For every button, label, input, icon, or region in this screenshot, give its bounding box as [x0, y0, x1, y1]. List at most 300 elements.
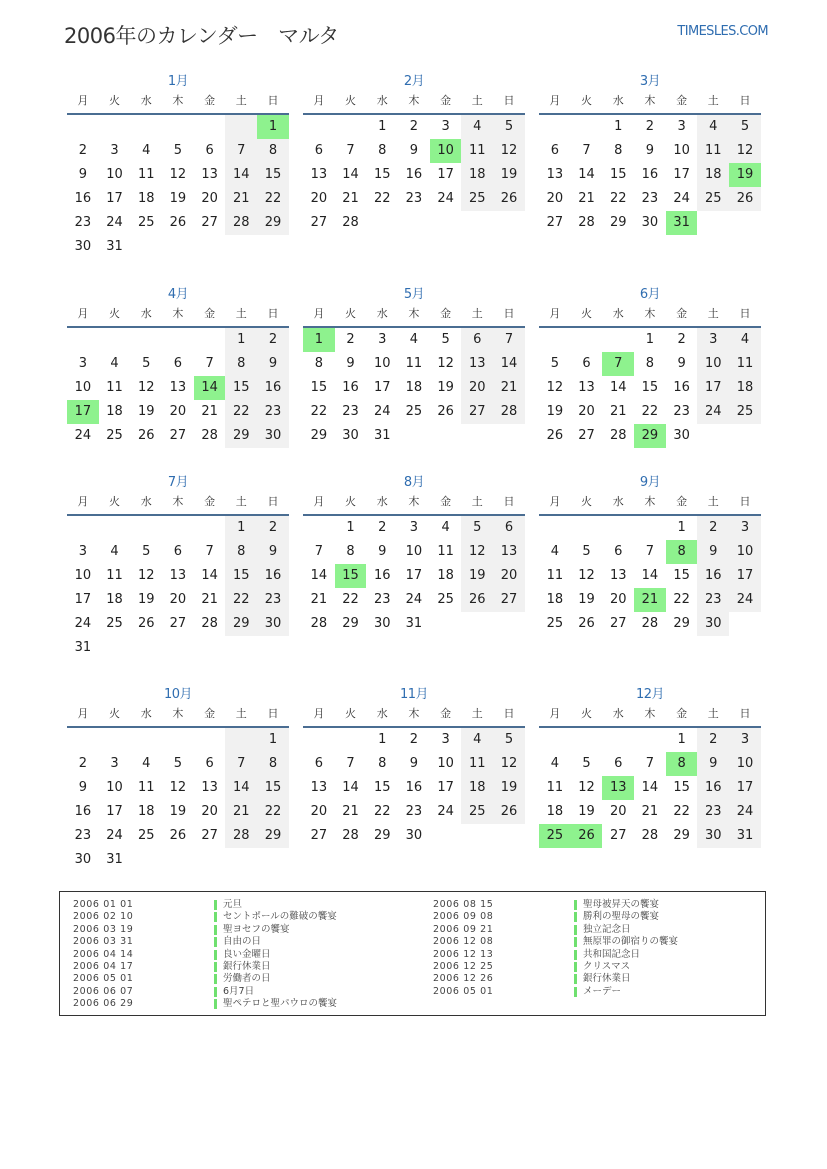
day-cell[interactable]: 29: [310, 428, 328, 443]
day-cell[interactable]: 8: [257, 752, 289, 776]
day-cell[interactable]: 2: [78, 143, 87, 158]
day-cell[interactable]: 26: [578, 616, 595, 631]
day-cell[interactable]: 21: [225, 800, 257, 824]
day-cell[interactable]: 1: [645, 332, 655, 347]
day-cell[interactable]: 1: [346, 520, 355, 535]
day-cell[interactable]: 6: [614, 544, 623, 559]
day-cell[interactable]: 3: [729, 516, 761, 540]
day-cell[interactable]: 14: [201, 568, 218, 583]
day-cell[interactable]: 12: [169, 167, 187, 182]
day-cell[interactable]: 30: [697, 824, 729, 848]
day-cell[interactable]: 16: [641, 167, 659, 182]
day-cell[interactable]: 11: [546, 780, 564, 795]
day-cell[interactable]: 10: [729, 752, 761, 776]
day-cell[interactable]: 19: [493, 163, 525, 187]
day-cell[interactable]: 26: [493, 800, 525, 824]
day-cell[interactable]: 13: [201, 780, 218, 795]
day-cell[interactable]: 25: [539, 824, 571, 848]
day-cell[interactable]: 27: [578, 428, 595, 443]
day-cell[interactable]: 9: [409, 143, 419, 158]
day-cell[interactable]: 18: [697, 163, 729, 187]
day-cell[interactable]: 11: [461, 752, 493, 776]
day-cell[interactable]: 28: [609, 428, 627, 443]
day-cell[interactable]: 27: [461, 400, 493, 424]
day-cell[interactable]: 13: [201, 167, 218, 182]
day-cell[interactable]: 31: [74, 640, 92, 655]
day-cell[interactable]: 6: [205, 143, 214, 158]
day-cell[interactable]: 15: [257, 163, 289, 187]
day-cell[interactable]: 1: [677, 520, 686, 535]
day-cell[interactable]: 28: [578, 215, 595, 230]
day-cell[interactable]: 18: [405, 380, 423, 395]
day-cell[interactable]: 30: [257, 612, 289, 636]
day-cell[interactable]: 26: [437, 404, 454, 419]
day-cell[interactable]: 15: [373, 780, 391, 795]
day-cell[interactable]: 1: [225, 516, 257, 540]
day-cell[interactable]: 9: [677, 356, 686, 371]
day-cell[interactable]: 29: [609, 215, 627, 230]
day-cell[interactable]: 10: [74, 380, 92, 395]
day-cell[interactable]: 2: [677, 332, 686, 347]
day-cell[interactable]: 14: [310, 568, 328, 583]
day-cell[interactable]: 12: [546, 380, 564, 395]
day-cell[interactable]: 1: [257, 115, 289, 139]
day-cell[interactable]: 13: [546, 167, 564, 182]
day-cell[interactable]: 24: [405, 592, 423, 607]
day-cell[interactable]: 12: [137, 568, 155, 583]
day-cell[interactable]: 8: [666, 752, 698, 776]
day-cell[interactable]: 26: [137, 616, 155, 631]
day-cell[interactable]: 12: [729, 139, 761, 163]
day-cell[interactable]: 24: [673, 191, 690, 206]
day-cell[interactable]: 12: [493, 752, 525, 776]
day-cell[interactable]: 24: [697, 400, 729, 424]
day-cell[interactable]: 21: [634, 588, 666, 612]
day-cell[interactable]: 7: [346, 756, 355, 771]
day-cell[interactable]: 2: [409, 732, 419, 747]
day-cell[interactable]: 15: [257, 776, 289, 800]
day-cell[interactable]: 25: [437, 592, 454, 607]
day-cell[interactable]: 4: [550, 756, 559, 771]
day-cell[interactable]: 2: [697, 516, 729, 540]
day-cell[interactable]: 11: [437, 544, 454, 559]
day-cell[interactable]: 26: [729, 187, 761, 211]
day-cell[interactable]: 1: [614, 119, 623, 134]
day-cell[interactable]: 19: [437, 380, 454, 395]
day-cell[interactable]: 4: [729, 328, 761, 352]
day-cell[interactable]: 29: [373, 828, 391, 843]
day-cell[interactable]: 10: [430, 139, 462, 163]
day-cell[interactable]: 8: [645, 356, 655, 371]
day-cell[interactable]: 4: [697, 115, 729, 139]
day-cell[interactable]: 22: [225, 588, 257, 612]
day-cell[interactable]: 23: [74, 828, 92, 843]
day-cell[interactable]: 25: [137, 215, 155, 230]
day-cell[interactable]: 10: [673, 143, 690, 158]
day-cell[interactable]: 13: [310, 780, 328, 795]
day-cell[interactable]: 14: [225, 776, 257, 800]
day-cell[interactable]: 30: [405, 828, 423, 843]
day-cell[interactable]: 19: [578, 592, 595, 607]
day-cell[interactable]: 17: [106, 191, 123, 206]
day-cell[interactable]: 26: [137, 428, 155, 443]
day-cell[interactable]: 19: [461, 564, 493, 588]
day-cell[interactable]: 30: [74, 239, 92, 254]
day-cell[interactable]: 15: [310, 380, 328, 395]
day-cell[interactable]: 11: [137, 167, 155, 182]
day-cell[interactable]: 28: [225, 824, 257, 848]
day-cell[interactable]: 18: [546, 592, 564, 607]
day-cell[interactable]: 8: [378, 756, 387, 771]
day-cell[interactable]: 23: [641, 191, 659, 206]
day-cell[interactable]: 9: [78, 780, 87, 795]
day-cell[interactable]: 5: [493, 115, 525, 139]
day-cell[interactable]: 14: [342, 780, 359, 795]
day-cell[interactable]: 11: [461, 139, 493, 163]
day-cell[interactable]: 16: [257, 564, 289, 588]
day-cell[interactable]: 28: [225, 211, 257, 235]
day-cell[interactable]: 17: [405, 568, 423, 583]
day-cell[interactable]: 17: [373, 380, 391, 395]
day-cell[interactable]: 21: [225, 187, 257, 211]
day-cell[interactable]: 31: [106, 239, 123, 254]
day-cell[interactable]: 24: [437, 191, 454, 206]
day-cell[interactable]: 17: [437, 167, 454, 182]
day-cell[interactable]: 23: [673, 404, 690, 419]
day-cell[interactable]: 14: [609, 380, 627, 395]
day-cell[interactable]: 9: [697, 540, 729, 564]
day-cell[interactable]: 7: [582, 143, 591, 158]
day-cell[interactable]: 8: [378, 143, 387, 158]
day-cell[interactable]: 26: [169, 828, 187, 843]
day-cell[interactable]: 5: [173, 756, 183, 771]
day-cell[interactable]: 3: [110, 756, 119, 771]
day-cell[interactable]: 6: [550, 143, 559, 158]
day-cell[interactable]: 21: [201, 404, 218, 419]
day-cell[interactable]: 24: [74, 428, 92, 443]
day-cell[interactable]: 17: [67, 400, 99, 424]
day-cell[interactable]: 11: [137, 780, 155, 795]
day-cell[interactable]: 18: [137, 804, 155, 819]
day-cell[interactable]: 10: [74, 568, 92, 583]
day-cell[interactable]: 25: [697, 187, 729, 211]
day-cell[interactable]: 11: [729, 352, 761, 376]
day-cell[interactable]: 27: [201, 828, 218, 843]
day-cell[interactable]: 30: [673, 428, 690, 443]
day-cell[interactable]: 21: [609, 404, 627, 419]
day-cell[interactable]: 5: [582, 544, 591, 559]
day-cell[interactable]: 6: [493, 516, 525, 540]
day-cell[interactable]: 19: [137, 404, 155, 419]
day-cell[interactable]: 16: [697, 776, 729, 800]
day-cell[interactable]: 3: [78, 544, 87, 559]
day-cell[interactable]: 8: [225, 540, 257, 564]
day-cell[interactable]: 19: [546, 404, 564, 419]
day-cell[interactable]: 18: [137, 191, 155, 206]
day-cell[interactable]: 7: [602, 352, 634, 376]
day-cell[interactable]: 10: [373, 356, 391, 371]
day-cell[interactable]: 13: [169, 380, 187, 395]
day-cell[interactable]: 9: [257, 352, 289, 376]
day-cell[interactable]: 28: [641, 828, 659, 843]
day-cell[interactable]: 27: [609, 828, 627, 843]
day-cell[interactable]: 20: [201, 804, 218, 819]
day-cell[interactable]: 24: [437, 804, 454, 819]
day-cell[interactable]: 22: [641, 404, 659, 419]
day-cell[interactable]: 31: [729, 824, 761, 848]
day-cell[interactable]: 8: [346, 544, 355, 559]
day-cell[interactable]: 28: [342, 828, 359, 843]
day-cell[interactable]: 5: [173, 143, 183, 158]
day-cell[interactable]: 15: [673, 780, 690, 795]
day-cell[interactable]: 4: [142, 756, 151, 771]
day-cell[interactable]: 1: [303, 328, 335, 352]
day-cell[interactable]: 27: [201, 215, 218, 230]
day-cell[interactable]: 27: [310, 215, 328, 230]
day-cell[interactable]: 12: [578, 568, 595, 583]
day-cell[interactable]: 10: [405, 544, 423, 559]
day-cell[interactable]: 15: [373, 167, 391, 182]
day-cell[interactable]: 18: [546, 804, 564, 819]
day-cell[interactable]: 11: [697, 139, 729, 163]
day-cell[interactable]: 31: [405, 616, 423, 631]
day-cell[interactable]: 1: [257, 728, 289, 752]
day-cell[interactable]: 18: [106, 592, 123, 607]
day-cell[interactable]: 6: [582, 356, 591, 371]
day-cell[interactable]: 24: [729, 588, 761, 612]
day-cell[interactable]: 10: [437, 756, 454, 771]
day-cell[interactable]: 22: [257, 800, 289, 824]
day-cell[interactable]: 1: [378, 119, 387, 134]
day-cell[interactable]: 17: [74, 592, 92, 607]
day-cell[interactable]: 29: [342, 616, 359, 631]
day-cell[interactable]: 19: [137, 592, 155, 607]
day-cell[interactable]: 30: [641, 215, 659, 230]
day-cell[interactable]: 22: [673, 592, 690, 607]
day-cell[interactable]: 27: [609, 616, 627, 631]
day-cell[interactable]: 23: [697, 800, 729, 824]
day-cell[interactable]: 23: [342, 404, 359, 419]
day-cell[interactable]: 18: [106, 404, 123, 419]
day-cell[interactable]: 7: [205, 544, 214, 559]
day-cell[interactable]: 13: [461, 352, 493, 376]
day-cell[interactable]: 2: [78, 756, 87, 771]
day-cell[interactable]: 23: [697, 588, 729, 612]
day-cell[interactable]: 3: [378, 332, 387, 347]
day-cell[interactable]: 4: [461, 115, 493, 139]
day-cell[interactable]: 20: [609, 592, 627, 607]
day-cell[interactable]: 9: [257, 540, 289, 564]
day-cell[interactable]: 16: [373, 568, 391, 583]
day-cell[interactable]: 7: [225, 139, 257, 163]
day-cell[interactable]: 19: [169, 804, 187, 819]
day-cell[interactable]: 17: [437, 780, 454, 795]
day-cell[interactable]: 26: [493, 187, 525, 211]
day-cell[interactable]: 12: [437, 356, 454, 371]
day-cell[interactable]: 28: [342, 215, 359, 230]
day-cell[interactable]: 3: [729, 728, 761, 752]
day-cell[interactable]: 7: [205, 356, 214, 371]
day-cell[interactable]: 7: [346, 143, 355, 158]
day-cell[interactable]: 12: [169, 780, 187, 795]
day-cell[interactable]: 1: [677, 732, 686, 747]
day-cell[interactable]: 6: [614, 756, 623, 771]
day-cell[interactable]: 25: [106, 428, 123, 443]
day-cell[interactable]: 2: [257, 328, 289, 352]
day-cell[interactable]: 9: [78, 167, 87, 182]
day-cell[interactable]: 3: [697, 328, 729, 352]
day-cell[interactable]: 2: [409, 119, 419, 134]
day-cell[interactable]: 28: [310, 616, 328, 631]
day-cell[interactable]: 22: [257, 187, 289, 211]
day-cell[interactable]: 18: [729, 376, 761, 400]
day-cell[interactable]: 17: [729, 776, 761, 800]
day-cell[interactable]: 27: [169, 616, 187, 631]
day-cell[interactable]: 20: [169, 592, 187, 607]
day-cell[interactable]: 25: [546, 616, 564, 631]
day-cell[interactable]: 22: [373, 191, 391, 206]
day-cell[interactable]: 14: [225, 163, 257, 187]
day-cell[interactable]: 19: [493, 776, 525, 800]
day-cell[interactable]: 8: [614, 143, 623, 158]
day-cell[interactable]: 8: [225, 352, 257, 376]
day-cell[interactable]: 7: [225, 752, 257, 776]
day-cell[interactable]: 28: [493, 400, 525, 424]
day-cell[interactable]: 9: [378, 544, 387, 559]
day-cell[interactable]: 16: [697, 564, 729, 588]
day-cell[interactable]: 19: [729, 163, 761, 187]
day-cell[interactable]: 18: [461, 163, 493, 187]
day-cell[interactable]: 4: [441, 520, 450, 535]
day-cell[interactable]: 25: [729, 400, 761, 424]
day-cell[interactable]: 16: [342, 380, 359, 395]
day-cell[interactable]: 12: [137, 380, 155, 395]
day-cell[interactable]: 16: [257, 376, 289, 400]
day-cell[interactable]: 5: [582, 756, 591, 771]
day-cell[interactable]: 20: [546, 191, 564, 206]
day-cell[interactable]: 21: [310, 592, 328, 607]
day-cell[interactable]: 12: [578, 780, 595, 795]
day-cell[interactable]: 3: [441, 119, 450, 134]
day-cell[interactable]: 3: [110, 143, 119, 158]
day-cell[interactable]: 30: [373, 616, 391, 631]
day-cell[interactable]: 6: [173, 544, 183, 559]
day-cell[interactable]: 15: [335, 564, 367, 588]
day-cell[interactable]: 15: [225, 376, 257, 400]
day-cell[interactable]: 31: [373, 428, 391, 443]
day-cell[interactable]: 30: [257, 424, 289, 448]
day-cell[interactable]: 27: [546, 215, 564, 230]
day-cell[interactable]: 21: [641, 804, 659, 819]
day-cell[interactable]: 30: [342, 428, 359, 443]
day-cell[interactable]: 23: [405, 804, 423, 819]
day-cell[interactable]: 5: [142, 356, 151, 371]
day-cell[interactable]: 20: [310, 804, 328, 819]
day-cell[interactable]: 18: [437, 568, 454, 583]
day-cell[interactable]: 29: [257, 824, 289, 848]
day-cell[interactable]: 29: [634, 424, 666, 448]
day-cell[interactable]: 28: [201, 616, 218, 631]
day-cell[interactable]: 4: [110, 544, 119, 559]
day-cell[interactable]: 4: [550, 544, 559, 559]
day-cell[interactable]: 15: [673, 568, 690, 583]
day-cell[interactable]: 31: [666, 211, 698, 235]
day-cell[interactable]: 24: [729, 800, 761, 824]
day-cell[interactable]: 25: [137, 828, 155, 843]
day-cell[interactable]: 19: [578, 804, 595, 819]
day-cell[interactable]: 29: [257, 211, 289, 235]
day-cell[interactable]: 7: [645, 544, 655, 559]
day-cell[interactable]: 6: [314, 143, 323, 158]
day-cell[interactable]: 8: [257, 139, 289, 163]
day-cell[interactable]: 5: [461, 516, 493, 540]
day-cell[interactable]: 17: [673, 167, 690, 182]
day-cell[interactable]: 21: [201, 592, 218, 607]
day-cell[interactable]: 20: [493, 564, 525, 588]
day-cell[interactable]: 23: [257, 588, 289, 612]
day-cell[interactable]: 13: [310, 167, 328, 182]
day-cell[interactable]: 29: [673, 616, 690, 631]
day-cell[interactable]: 20: [201, 191, 218, 206]
day-cell[interactable]: 27: [493, 588, 525, 612]
day-cell[interactable]: 24: [106, 215, 123, 230]
day-cell[interactable]: 25: [461, 800, 493, 824]
day-cell[interactable]: 14: [493, 352, 525, 376]
day-cell[interactable]: 25: [461, 187, 493, 211]
day-cell[interactable]: 19: [169, 191, 187, 206]
day-cell[interactable]: 21: [493, 376, 525, 400]
day-cell[interactable]: 26: [571, 824, 603, 848]
day-cell[interactable]: 24: [373, 404, 391, 419]
day-cell[interactable]: 13: [578, 380, 595, 395]
day-cell[interactable]: 26: [546, 428, 564, 443]
day-cell[interactable]: 2: [346, 332, 355, 347]
day-cell[interactable]: 11: [405, 356, 423, 371]
day-cell[interactable]: 6: [314, 756, 323, 771]
day-cell[interactable]: 9: [346, 356, 355, 371]
day-cell[interactable]: 27: [310, 828, 328, 843]
day-cell[interactable]: 26: [461, 588, 493, 612]
day-cell[interactable]: 12: [461, 540, 493, 564]
day-cell[interactable]: 20: [609, 804, 627, 819]
day-cell[interactable]: 5: [441, 332, 450, 347]
day-cell[interactable]: 20: [169, 404, 187, 419]
day-cell[interactable]: 29: [225, 612, 257, 636]
day-cell[interactable]: 11: [106, 380, 123, 395]
day-cell[interactable]: 5: [550, 356, 559, 371]
day-cell[interactable]: 6: [205, 756, 214, 771]
day-cell[interactable]: 16: [74, 191, 92, 206]
day-cell[interactable]: 28: [641, 616, 659, 631]
day-cell[interactable]: 2: [697, 728, 729, 752]
day-cell[interactable]: 5: [729, 115, 761, 139]
day-cell[interactable]: 23: [373, 592, 391, 607]
day-cell[interactable]: 10: [106, 167, 123, 182]
day-cell[interactable]: 23: [405, 191, 423, 206]
day-cell[interactable]: 17: [729, 564, 761, 588]
day-cell[interactable]: 24: [74, 616, 92, 631]
day-cell[interactable]: 20: [310, 191, 328, 206]
day-cell[interactable]: 9: [645, 143, 655, 158]
day-cell[interactable]: 2: [257, 516, 289, 540]
day-cell[interactable]: 10: [697, 352, 729, 376]
day-cell[interactable]: 23: [257, 400, 289, 424]
day-cell[interactable]: 8: [666, 540, 698, 564]
day-cell[interactable]: 1: [225, 328, 257, 352]
day-cell[interactable]: 18: [461, 776, 493, 800]
day-cell[interactable]: 21: [578, 191, 595, 206]
day-cell[interactable]: 30: [74, 852, 92, 867]
